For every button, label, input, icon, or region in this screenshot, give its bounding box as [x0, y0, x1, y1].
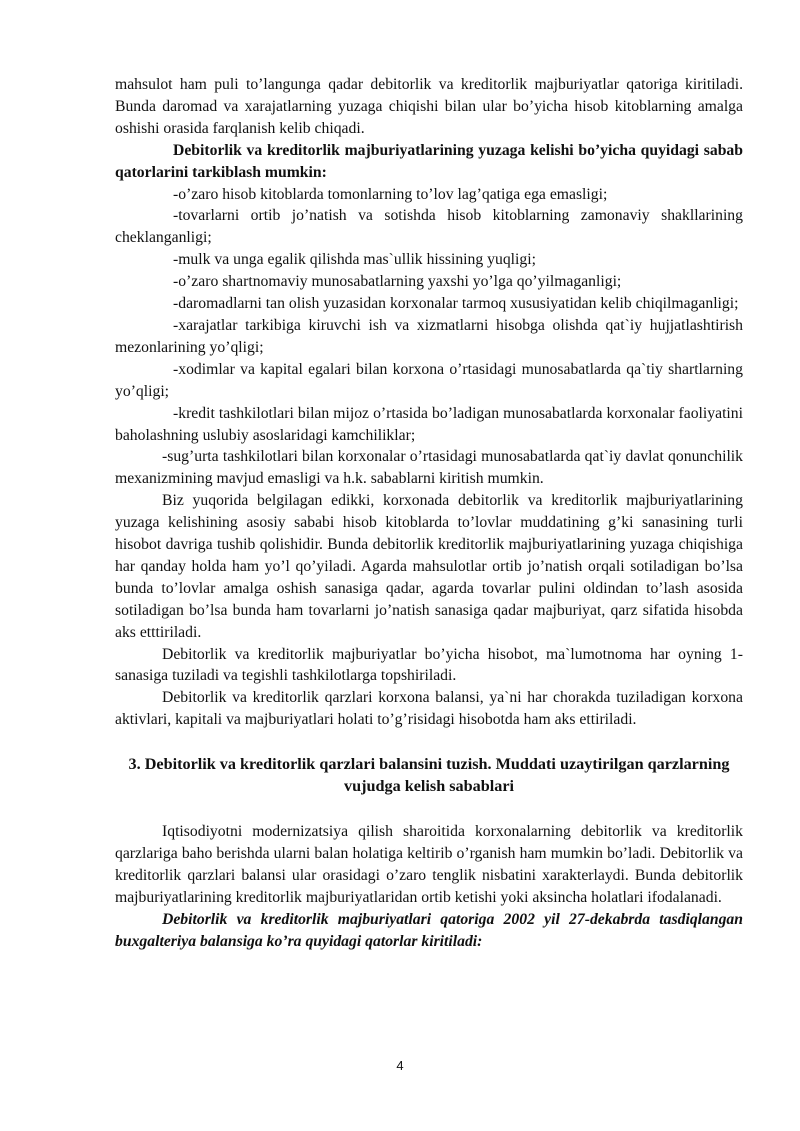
- list-item-cause: -mulk va unga egalik qilishda mas`ullik hissining yuqligi;: [173, 251, 536, 269]
- list-item-cause: -o’zaro hisob kitoblarda tomonlarning to’lov lag’qatiga ega emasligi;: [173, 185, 608, 203]
- paragraph-body: Iqtisodiyotni modernizatsiya qilish sharoitida korxonalarning debitorlik va kreditorlik qarzlariga baho berishda ularni balan holatiga keltirib o’rganish ham mumkin bo’ladi. Debitorlik va kreditorlik qarzlari balansi ular orasidagi o’zaro tenglik nisbatini xarakterlaydi. Bunda debitorlik majburiyatlarining kreditorlik majburiyatlaridan ortib ketishi yoki aksincha holatlari ifodalanadi.: [115, 823, 743, 906]
- paragraph-body: Biz yuqorida belgilagan edikki, korxonada debitorlik va kreditorlik majburiyatlarining yuzaga kelishining asosiy sababi hisob kitoblarda to’lovlar muddatining g’ki sanasining turli hisobot davriga tushib qolishidir. Bunda debitorlik kreditorlik majburiyatlarining yuzaga chiqishiga har qanday holda ham yo’l qo’yiladi. Agarda mahsulotlar ortib jo’natish orqali sotiladigan bo’lsa bunda to’lovlar amalga oshish sanasiga qadar, agarda tovarlar pulini oldindan to’lash asosida sotiladigan bo’lsa bunda ham tovarlarni jo’natish sanasiga qadar majburiyat, qarz sifatida hisobda aks etttiriladi.: [115, 492, 743, 641]
- list-item-cause: -xarajatlar tarkibiga kiruvchi ish va xizmatlarni hisobga olishda qat`iy hujjatlashtirish mezonlarining yo’qligi;: [115, 316, 743, 356]
- list-item-cause: -xodimlar va kapital egalari bilan korxona o’rtasidagi munosabatlarda qa`tiy shartlarning yo’qligi;: [115, 360, 743, 400]
- list-item-cause: -sug’urta tashkilotlari bilan korxonalar o’rtasidagi munosabatlarda qat`iy davlat qonunchilik mexanizmining mavjud emasligi va h.k. sabablarni kiritish mumkin.: [115, 448, 743, 488]
- paragraph-body: Debitorlik va kreditorlik majburiyatlar bo’yicha hisobot, ma`lumotnoma har oyning 1-sanasiga tuziladi va tegishli tashkilotlarga topshiriladi.: [115, 645, 743, 685]
- paragraph-body: Debitorlik va kreditorlik qarzlari korxona balansi, ya`ni har chorakda tuziladigan korxona aktivlari, kapitali va majburiyatlari holati to’g’risidagi hisobotda ham aks ettiriladi.: [115, 689, 743, 729]
- list-item-cause: -daromadlarni tan olish yuzasidan korxonalar tarmoq xususiyatidan kelib chiqilmaganligi;: [173, 295, 739, 313]
- causes-heading: Debitorlik va kreditorlik majburiyatlarining yuzaga kelishi bo’yicha quyidagi sabab qatorlarini tarkiblash mumkin:: [115, 141, 743, 181]
- list-item-cause: -tovarlarni ortib jo’natish va sotishda hisob kitoblarning zamonaviy shakllarining cheklanganligi;: [115, 207, 743, 247]
- paragraph-intro: mahsulot ham puli to’langunga qadar debitorlik va kreditorlik majburiyatlar qatoriga kiritiladi. Bunda daromad va xarajatlarning yuzaga chiqishi bilan ular bo’yicha hisob kitoblarning amalga oshishi orasida farqlanish kelib chiqadi.: [115, 76, 743, 137]
- list-item-cause: -o’zaro shartnomaviy munosabatlarning yaxshi yo’lga qo’yilmaganligi;: [173, 273, 622, 291]
- section-heading: 3. Debitorlik va kreditorlik qarzlari balansini tuzish. Muddati uzaytirilgan qarzlarning vujudga kelish sabablari: [128, 755, 730, 796]
- page-content: [115, 74, 743, 953]
- paragraph-emphasis: Debitorlik va kreditorlik majburiyatlari qatoriga 2002 yil 27-dekabrda tasdiqlangan buxgalteriya balansiga ko’ra quyidagi qatorlar kiritiladi:: [115, 910, 743, 950]
- list-item-cause: -kredit tashkilotlari bilan mijoz o’rtasida bo’ladigan munosabatlarda korxonalar faoliyatini baholashning uslubiy asoslaridagi kamchiliklar;: [115, 404, 743, 444]
- page-number: 4: [396, 1058, 404, 1073]
